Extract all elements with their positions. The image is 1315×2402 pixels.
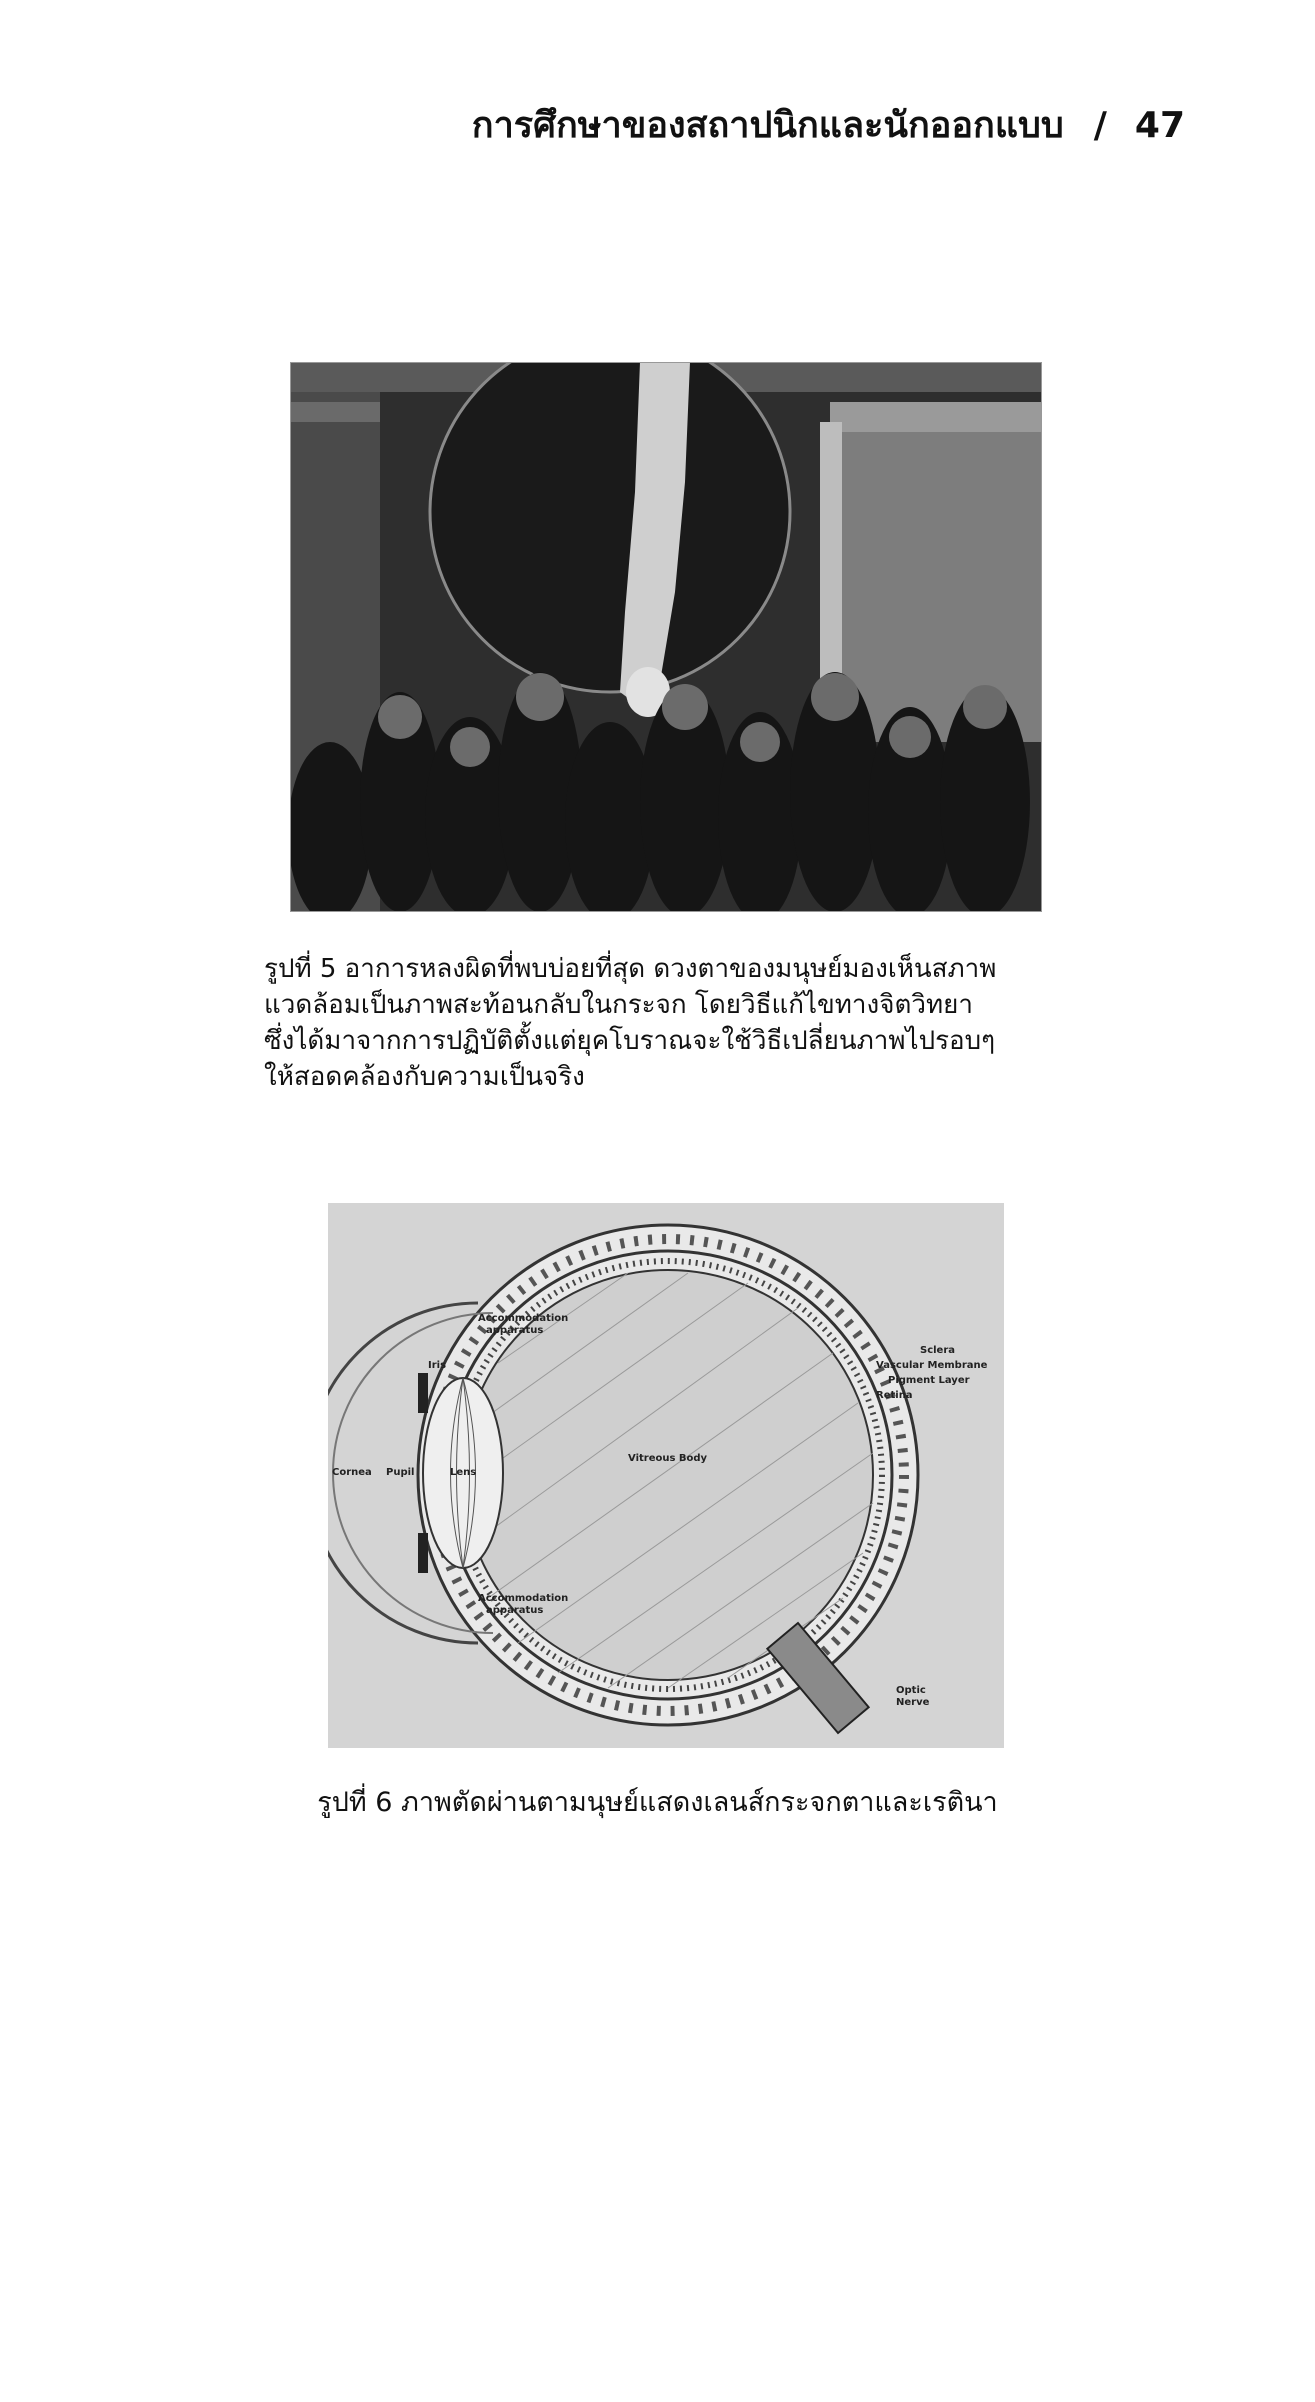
label-vascular-membrane: Vascular Membrane [876,1360,988,1371]
label-apparatus-top: apparatus [486,1325,544,1336]
caption-line: รูปที่ 5 อาการหลงผิดที่พบบ่อยที่สุด ดวงตาของมนุษย์มองเห็นสภาพ [264,954,997,984]
label-optic: Optic [896,1685,926,1696]
label-cornea: Cornea [332,1467,372,1478]
label-pigment-layer: Pigment Layer [888,1375,970,1386]
label-accommodation-top: Accommodation [478,1313,569,1324]
label-accommodation-bottom: Accommodation [478,1593,569,1604]
label-pupil: Pupil [386,1467,415,1478]
caption-line: แวดล้อมเป็นภาพสะท้อนกลับในกระจก โดยวิธีแก้ไขทางจิตวิทยา [264,990,973,1020]
label-lens: Lens [450,1467,477,1478]
page-number: 47 [1134,105,1185,146]
crowd-mirror-photo [290,362,1042,912]
label-vitreous-body: Vitreous Body [628,1453,708,1464]
header-separator: / [1093,105,1107,146]
figure-5-photo [290,362,1042,912]
label-apparatus-bottom: apparatus [486,1605,544,1616]
label-nerve: Nerve [896,1697,930,1708]
figure-6-caption: รูปที่ 6 ภาพตัดผ่านตามนุษย์แสดงเลนส์กระจกตาและเรตินา [317,1787,998,1818]
caption-line: ซึ่งได้มาจากการปฏิบัติตั้งแต่ยุคโบราณจะใช้วิธีเปลี่ยนภาพไปรอบๆ [264,1026,996,1056]
page-header [0,96,1185,153]
eye-cross-section [328,1203,1004,1748]
caption-line: ให้สอดคล้องกับความเป็นจริง [264,1062,585,1092]
figure-5-caption [264,951,1084,1095]
header-title: การศึกษาของสถาปนิกและนักออกแบบ [471,105,1064,146]
figure-6-eye-diagram [328,1203,1004,1748]
label-iris: Iris [428,1360,447,1371]
label-sclera: Sclera [920,1345,956,1356]
label-retina: Retina [876,1390,913,1401]
